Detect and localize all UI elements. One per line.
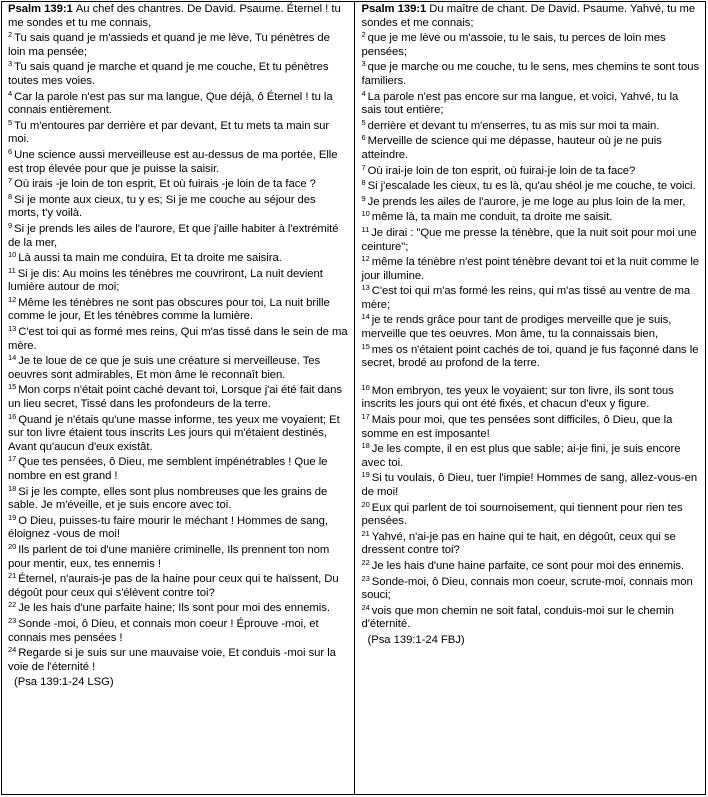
- verse-number: 8: [361, 178, 366, 188]
- verse: [361, 499, 702, 529]
- verse: [8, 265, 350, 295]
- verse: [362, 414, 702, 441]
- verse-number: 18: [8, 483, 17, 493]
- verse: [8, 117, 350, 147]
- verse-text: Je dirai : "Que me presse la ténèbre, que la nuit soit pour moi une ceinture";: [361, 226, 697, 253]
- verse-text: Même les ténèbres ne sont pas obscures pour toi, La nuit brille comme le jour, Et les ténèbres comme la lumière.: [8, 296, 330, 323]
- verse: [8, 220, 350, 250]
- verse-text: Où irai-je loin de ton esprit, où fuirai-je loin de ta face?: [367, 164, 636, 177]
- verse: [361, 88, 702, 118]
- verse-number: 14: [361, 312, 370, 322]
- verse-number: 2: [361, 30, 366, 40]
- verse-text: Éternel, n'aurais-je pas de la haine pour ceux qui te haïssent, Du dégoût pour ceux qui s'élèvent contre toi?: [8, 573, 339, 599]
- verse-text: Si je dis: Au moins les ténèbres me couvriront, La nuit devient lumière autour de moi;: [8, 267, 323, 294]
- verse-text: Une science aussi merveilleuse est au-dessus de ma portée, Elle est trop élevée pour que je puisse la saisir.: [8, 148, 338, 175]
- verse-text: Sonde-moi, ô Dieu, connais mon coeur, scrute-moi, connais mon souci;: [361, 575, 693, 602]
- verse-text: Eux qui parlent de toi sournoisement, qui tiennent pour rien tes pensées.: [361, 501, 683, 528]
- verse-text: Mon corps n'était point caché devant toi, Lorsque j'ai été fait dans un lieu secret, Tissé dans les profondeurs de la terre.: [8, 384, 342, 411]
- verse-text: Que tes pensées, ô Dieu, me semblent impénétrables ! Que le nombre en est grand !: [8, 456, 328, 482]
- verse-number: 4: [8, 88, 13, 98]
- verse-number: 8: [8, 191, 13, 201]
- verse-text: Je les hais d'une haine parfaite, ce sont pour moi des ennemis.: [371, 559, 685, 572]
- verse-text: Tu sais quand je m'assieds et quand je me lève, Tu pénètres de loin ma pensée;: [8, 32, 330, 58]
- verse: [361, 602, 702, 632]
- verse: [8, 456, 350, 483]
- verse: [362, 285, 702, 312]
- verse-text: Yahvé, n'ai-je pas en haine qui te hait, en dégoût, ceux qui se dressent contre toi?: [361, 530, 676, 557]
- verse-number: 19: [361, 470, 370, 480]
- verse-number: 23: [8, 615, 17, 625]
- verse: [8, 146, 350, 176]
- verse-number: 20: [361, 499, 370, 509]
- verse-number: 18: [361, 441, 370, 451]
- verse: [8, 602, 350, 616]
- verse-number: 22: [8, 600, 17, 610]
- verse-text: Mais pour moi, que tes pensées sont difficiles, ô Dieu, que la somme en est imposante!: [361, 414, 673, 440]
- verse: [361, 162, 702, 179]
- verse: [362, 32, 702, 59]
- verse-text: Regarde si je suis sur une mauvaise voie, Et conduis -moi sur la voie de l'éternité !: [8, 647, 336, 673]
- verse-text: que je me lève ou m'assoie, tu le sais, tu perces de loin mes pensées;: [361, 32, 666, 58]
- verse-text: Si je prends les ailes de l'aurore, Et que j'aille habiter à l'extrémité de la mer,: [8, 222, 339, 249]
- verse: [361, 193, 702, 210]
- verse: [361, 557, 702, 574]
- verse: [8, 541, 350, 571]
- verse-number: 9: [361, 193, 366, 203]
- passage-reference: Psalm 139:1: [8, 3, 73, 15]
- verse-number: 19: [8, 512, 17, 522]
- verse: [8, 191, 350, 221]
- verse: [8, 647, 350, 674]
- verse-number: 13: [8, 324, 17, 334]
- verse: [361, 573, 702, 603]
- verse: [362, 135, 702, 162]
- verse-text: O Dieu, puisses-tu faire mourir le méchant ! Hommes de sang, éloignez -vous de moi!: [8, 514, 328, 541]
- verse-number: 7: [8, 176, 13, 186]
- verse: [362, 443, 702, 470]
- column-lsg: [2, 2, 354, 794]
- verse: [361, 224, 702, 254]
- verse-number: 13: [361, 283, 370, 293]
- verse-number: 24: [8, 645, 17, 655]
- verse-number: 11: [361, 224, 370, 234]
- verse-number: 12: [8, 294, 17, 304]
- verse: [362, 472, 702, 499]
- verse-text: que je marche ou me couche, tu le sens, mes chemins te sont tous familiers.: [361, 61, 700, 87]
- verse: [8, 512, 350, 542]
- citation: (Psa 139:1-24 FBJ): [367, 633, 465, 646]
- verse-text: Ils parlent de toi d'une manière criminelle, Ils prennent ton nom pour mentir, eux, tes ennemis !: [8, 543, 330, 570]
- verse-text: Car la parole n'est pas sur ma langue, Que déjà, ô Éternel ! tu la connais entièrement.: [8, 90, 333, 117]
- verse: [362, 314, 702, 341]
- verse: [362, 211, 702, 225]
- verse-number: 2: [8, 30, 13, 40]
- verse-number: 4: [361, 88, 366, 98]
- verse-text: Si j'escalade les cieux, tu es là, qu'au shéol je me couche, te voici.: [367, 180, 696, 193]
- verse-gap: [362, 373, 702, 385]
- verse-text: Tu m'entoures par derrière et par devant, Et tu mets ta main sur moi.: [8, 119, 330, 146]
- verse-text: Sonde -moi, ô Dieu, et connais mon coeur ! Éprouve -moi, et connais mes pensées !: [8, 617, 319, 644]
- verse-text: Merveille de science qui me dépasse, hauteur où je ne puis atteindre.: [361, 135, 662, 161]
- verse: [361, 382, 702, 412]
- verse-number: 9: [8, 220, 13, 230]
- verse: [361, 528, 702, 558]
- verse: [8, 615, 350, 645]
- verse-number: 21: [361, 528, 370, 538]
- verse-text: vois que mon chemin ne soit fatal, conduis-moi sur le chemin d'éternité.: [361, 604, 674, 631]
- verse: [8, 178, 350, 192]
- verse-number: 23: [361, 573, 370, 583]
- verse-number: 16: [8, 411, 17, 421]
- verse-number: 15: [361, 341, 370, 351]
- verse: [8, 326, 350, 353]
- column-fbj: [354, 2, 706, 794]
- verse-text: Quand je n'étais qu'une masse informe, tes yeux me voyaient; Et sur ton livre étaient tous inscrits Les jours qui m'étaient destinés, Avant qu'aucun d'eux existât.: [8, 413, 340, 453]
- verse-number: 3: [361, 59, 366, 69]
- verse-number: 24: [361, 602, 370, 612]
- verse-text: Mon embryon, tes yeux le voyaient; sur ton livre, ils sont tous inscrits les jours qui ont été fixés, et chacun d'eux y figure.: [361, 384, 674, 411]
- verse-text: même la ténèbre n'est point ténèbre devant toi et la nuit comme le jour illumine.: [361, 256, 700, 282]
- verse-number: 15: [8, 382, 17, 392]
- verse-text: Là aussi ta main me conduira, Et ta droite me saisira.: [18, 252, 282, 265]
- comparison-table: [1, 1, 706, 795]
- citation: (Psa 139:1-24 LSG): [14, 676, 114, 689]
- verse-text: Si je les compte, elles sont plus nombreuses que les grains de sable. Je m'éveille, et je suis encore avec toi.: [8, 485, 328, 512]
- verse-text: Au chef des chantres. De David. Psaume. Éternel ! tu me sondes et tu me connais,: [8, 3, 341, 29]
- verse-number: 20: [8, 541, 17, 551]
- verse: [8, 355, 350, 382]
- verse: [8, 88, 350, 118]
- verse-number: 10: [8, 250, 17, 260]
- verse-text: Tu sais quand je marche et quand je me couche, Et tu pénètres toutes mes voies.: [8, 61, 329, 87]
- verse-text: Si je monte aux cieux, tu y es; Si je me couche au séjour des morts, t'y voilà.: [8, 193, 316, 220]
- verse-number: 16: [361, 382, 370, 392]
- verse: [361, 117, 702, 134]
- verse-number: 10: [361, 209, 370, 219]
- verse: [8, 3, 350, 30]
- verse: [8, 32, 350, 59]
- verse: [8, 384, 350, 411]
- verse-number: 5: [8, 117, 13, 127]
- verse-text: C'est toi qui m'as formé les reins, qui m'as tissé au ventre de ma mère;: [361, 285, 691, 311]
- verse-text: je te rends grâce pour tant de prodiges merveille que je suis, merveille que tes oeuvres. Mon âme, tu la connaissais bien,: [361, 314, 672, 341]
- verse: [362, 3, 702, 30]
- verse: [8, 252, 350, 266]
- verse-number: 7: [361, 162, 366, 172]
- verse-number: 14: [8, 353, 17, 363]
- passage-reference: Psalm 139:1: [361, 3, 427, 15]
- verse-number: 17: [361, 412, 370, 422]
- verse: [8, 573, 350, 600]
- verse: [361, 341, 702, 371]
- verse-text: Je les compte, il en est plus que sable; ai-je fini, je suis encore avec toi.: [361, 443, 681, 469]
- verse-text: Je te loue de ce que je suis une créature si merveilleuse. Tes oeuvres sont admirables, Et mon âme le reconnaît bien.: [8, 355, 321, 381]
- verse-number: 22: [361, 557, 370, 567]
- verse-text: Je prends les ailes de l'aurore, je me loge au plus loin de la mer,: [367, 195, 686, 208]
- verse: [8, 61, 350, 88]
- verse: [362, 180, 702, 194]
- verse-text: même là, ta main me conduit, ta droite me saisit.: [371, 211, 613, 224]
- verse-text: derrière et devant tu m'enserres, tu as mis sur moi ta main.: [367, 119, 660, 132]
- verse-text: Si tu voulais, ô Dieu, tuer l'impie! Hommes de sang, allez-vous-en de moi!: [361, 472, 698, 498]
- verse-text: mes os n'étaient point cachés de toi, quand je fus façonné dans le secret, brodé au profond de la terre.: [361, 343, 699, 370]
- verse-text: Du maître de chant. De David. Psaume. Yahvé, tu me sondes et me connais;: [361, 3, 696, 29]
- verse-text: La parole n'est pas encore sur ma langue, et voici, Yahvé, tu la sais tout entière;: [361, 90, 679, 117]
- verse-number: 21: [8, 571, 17, 581]
- verse-number: 17: [8, 454, 17, 464]
- verse-number: 6: [8, 146, 13, 156]
- verse-number: 12: [361, 254, 370, 264]
- verse-text: Où irais -je loin de ton esprit, Et où fuirais -je loin de ta face ?: [14, 178, 316, 191]
- verse-number: 3: [8, 59, 13, 69]
- verse: [8, 483, 350, 513]
- verse: [362, 256, 702, 283]
- verse: [8, 411, 350, 455]
- verse-number: 11: [8, 265, 16, 275]
- verse: [362, 61, 702, 88]
- verse-number: 5: [361, 117, 366, 127]
- verse: [8, 294, 350, 324]
- verse-text: Je les hais d'une parfaite haine; Ils sont pour moi des ennemis.: [18, 602, 330, 615]
- verse-number: 6: [361, 133, 366, 143]
- verse-text: C'est toi qui as formé mes reins, Qui m'as tissé dans le sein de ma mère.: [8, 326, 348, 352]
